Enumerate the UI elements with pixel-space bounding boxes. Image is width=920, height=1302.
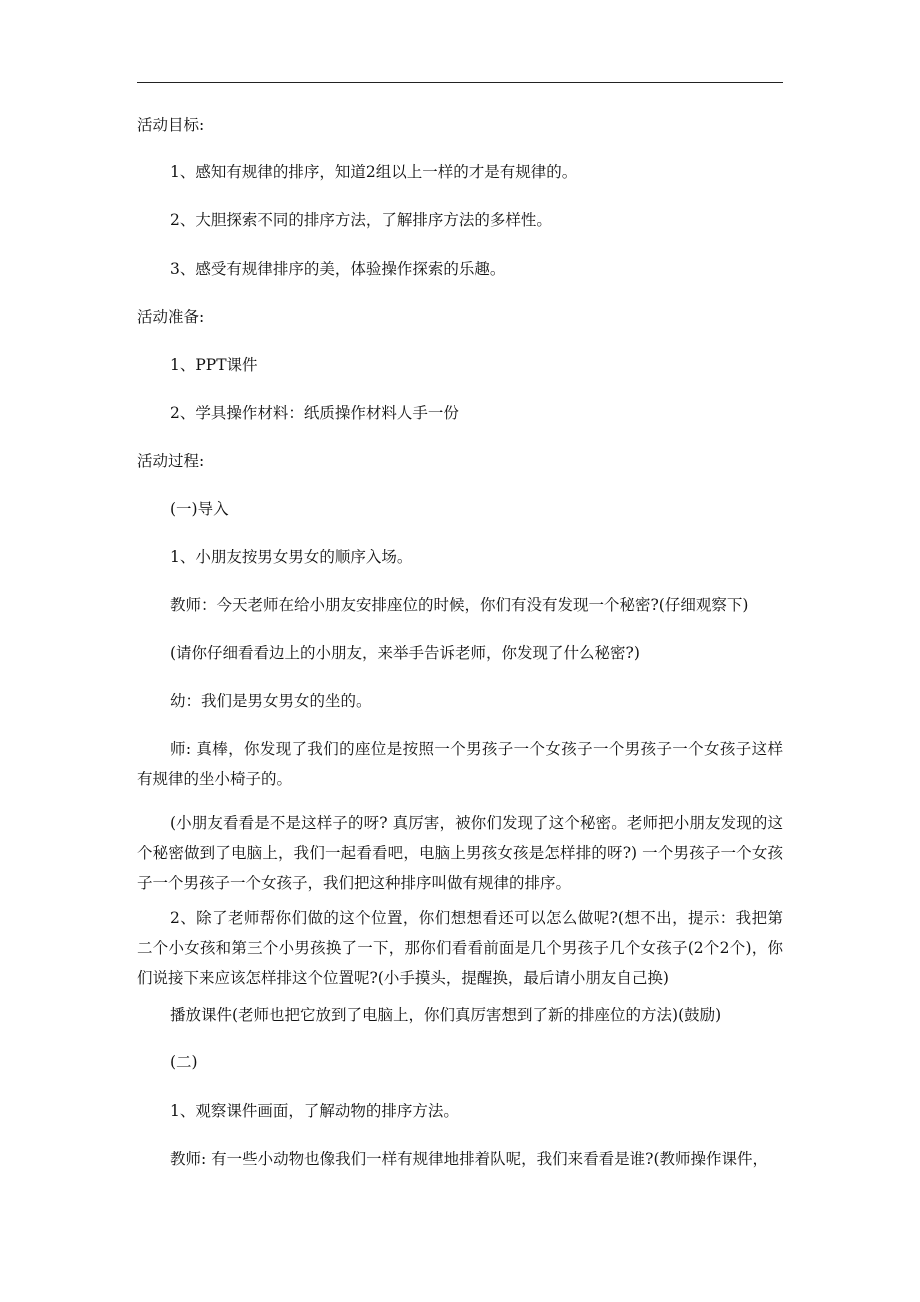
prep-item-2: 2、学具操作材料：纸质操作材料人手一份 xyxy=(170,404,459,422)
teacher-line-3: 教师: 有一些小动物也像我们一样有规律地排着队呢，我们来看看是谁?(教师操作课件， xyxy=(170,1150,769,1168)
teacher-line-1: 教师：今天老师在给小朋友安排座位的时候，你们有没有发现一个秘密?(仔细观察下) xyxy=(170,596,749,614)
heading-activity-preparation: 活动准备: xyxy=(137,308,205,326)
prep-item-1: 1、PPT课件 xyxy=(170,356,258,374)
process-step-2: 2、除了老师帮你们做的这个位置，你们想想看还可以怎么做呢?(想不出，提示：我把第二个小女孩和第三个小男孩换了一下，那你们看看前面是几个男孩子几个女孩子(2个2个)，你们说接下来应该怎样排这个位置呢?(小手摸头，提醒换，最后请小朋友自己换) xyxy=(137,909,783,987)
courseware-note: 播放课件(老师也把它放到了电脑上，你们真厉害想到了新的排座位的方法)(鼓励) xyxy=(170,1006,722,1024)
goal-item-2: 2、大胆探索不同的排序方法，了解排序方法的多样性。 xyxy=(170,211,552,229)
section-two-step-1: 1、观察课件画面，了解动物的排序方法。 xyxy=(170,1102,459,1120)
teacher-note-2: (小朋友看看是不是这样子的呀? 真厉害，被你们发现了这个秘密。老师把小朋友发现的这个秘密做到了电脑上，我们一起看看吧，电脑上男孩女孩是怎样排的呀?) 一个男孩子一个女孩子一个男孩子一个女孩子，我们把这种排序叫做有规律的排序。 xyxy=(137,814,783,892)
goal-item-3: 3、感受有规律排序的美，体验操作探索的乐趣。 xyxy=(170,260,506,278)
header-rule xyxy=(137,82,783,83)
teacher-line-2: 师: 真棒，你发现了我们的座位是按照一个男孩子一个女孩子一个男孩子一个女孩子这样有规律的坐小椅子的。 xyxy=(137,740,783,788)
section-two: (二) xyxy=(170,1053,198,1071)
child-line-1: 幼：我们是男女男女的坐的。 xyxy=(170,692,372,710)
teacher-note-1: (请你仔细看看边上的小朋友，来举手告诉老师，你发现了什么秘密?) xyxy=(170,644,640,662)
heading-activity-process: 活动过程: xyxy=(137,452,205,470)
section-intro: (一)导入 xyxy=(170,500,229,518)
goal-item-1: 1、感知有规律的排序，知道2组以上一样的才是有规律的。 xyxy=(170,163,578,181)
process-step-1: 1、小朋友按男女男女的顺序入场。 xyxy=(170,548,413,566)
heading-activity-goals: 活动目标: xyxy=(137,116,205,134)
